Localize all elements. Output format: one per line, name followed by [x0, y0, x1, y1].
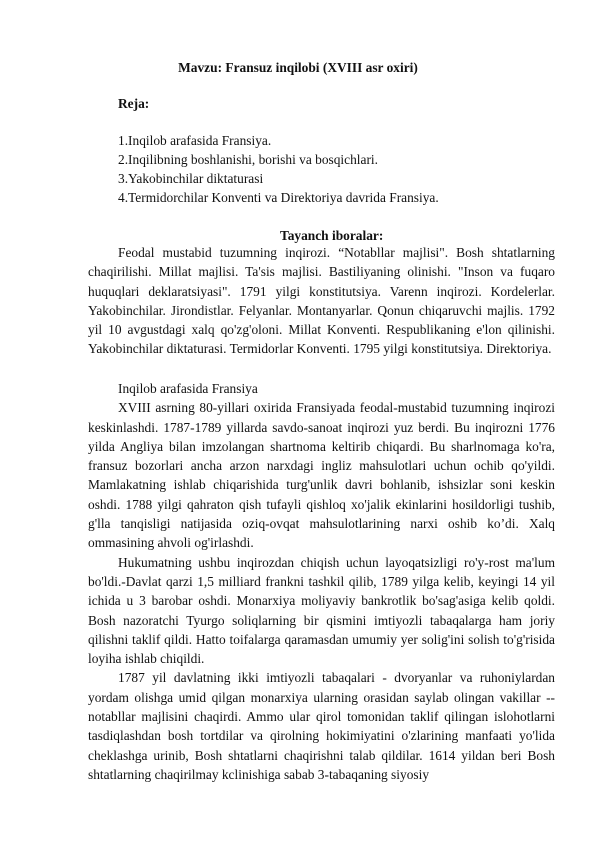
section-block: [88, 379, 555, 784]
section-heading: Inqilob arafasida Fransiya: [118, 381, 258, 396]
plan-item: 1.Inqilob arafasida Fransiya.: [118, 133, 272, 148]
keywords-block: [88, 243, 555, 359]
plan-item: 3.Yakobinchilar diktaturasi: [118, 171, 264, 186]
plan-item: 4.Termidorchilar Konventi va Direktoriya davrida Fransiya.: [118, 190, 439, 205]
body-paragraph: 1787 yil davlatning ikki imtiyozli tabaqalari - dvoryanlar va ruhoniylardan yordam olishga umid qilgan monarxiya ularning orasidan saylab olingan vakillar -- notabllar majlisini chaqirdi. Ammo ular qirol tomonidan taklif qilingan islohotlarni tasdiqlashdan bosh tortdilar va qirolning hokimiyatini o'zlarining manfaati yo'lida cheklashga urinib, Bosh shtatlarni chaqirishni talab qildilar. 1614 yildan beri Bosh shtatlarning chaqirilmay kclinishiga sabab 3-tabaqaning siyosiy: [88, 670, 555, 782]
keywords-paragraph: Feodal mustabid tuzumning inqirozi. “Notabllar majlisi". Bosh shtatlarning chaqirilishi. Millat majlisi. Ta'sis majlisi. Bastiliyaning olinishi. "Inson va fuqaro huquqlari deklaratsiyasi". 1791 yilgi konstitutsiya. Varenn inqirozi. Kordelerlar. Yakobinchilar. Jirondistlar. Felyanlar. Montanyarlar. Qonun chiqaruvchi majlis. 1792 yil 10 avgustdagi xalq qo'zg'oloni. Millat Konventi. Respublikaning e'lon qilinishi. Yakobinchilar diktaturasi. Termidorlar Konventi. 1795 yilgi konstitutsiya. Direktoriya.: [88, 245, 555, 357]
plan-heading: Reja:: [118, 96, 150, 111]
document-title: Mavzu: Fransuz inqilobi (XVIII asr oxiri): [178, 60, 418, 75]
body-paragraph: XVIII asrning 80-yillari oxirida Fransiyada feodal-mustabid tuzumning inqirozi keskinlashdi. 1787-1789 yillarda savdo-sanoat inqirozi yuz berdi. Bu inqirozni 1776 yilda Angliya bilan imzolangan shartnoma keltirib chiqardi. Bu sharlnomaga ko'ra, fransuz bozorlari ancha arzon narxdagi ingliz mahsulotlari uchun ochib qo'yildi. Mamlakatning ishlab chiqarishida turg'unlik davri bohlanib, ishsizlar soni keskin oshdi. 1788 yilgi qahraton qish tufayli qishloq xo'jalik ekinlarini hosildorligi tushib, g'lla tanqisligi natijasida oziq-ovqat mahsulotlarining narxi oshib ko’di. Xalq ommasining ahvoli og'irlashdi.: [88, 400, 555, 551]
plan-item: 2.Inqilibning boshlanishi, borishi va bosqichlari.: [118, 152, 378, 167]
plan-list: [118, 131, 439, 207]
keywords-heading: Tayanch iboralar:: [280, 228, 384, 243]
body-paragraph: Hukumatning ushbu inqirozdan chiqish uchun layoqatsizligi ro'y-rost ma'lum bo'ldi.-Davlat qarzi 1,5 milliard frankni tashkil qilib, 1789 yilga kelib, keyingi 14 yil ichida u 3 barobar oshdi. Monarxiya moliyaviy bankrotlik bo'sag'asiga kelib qoldi. Bosh nazoratchi Tyurgo soliqlarning bir qismini imtiyozli tabaqalarga ham joriy qilishni taklif qildi. Hatto toifalarga qaramasdan umumiy yer solig'ini solish to'g'risida loyiha ishlab chiqildi.: [88, 554, 555, 667]
